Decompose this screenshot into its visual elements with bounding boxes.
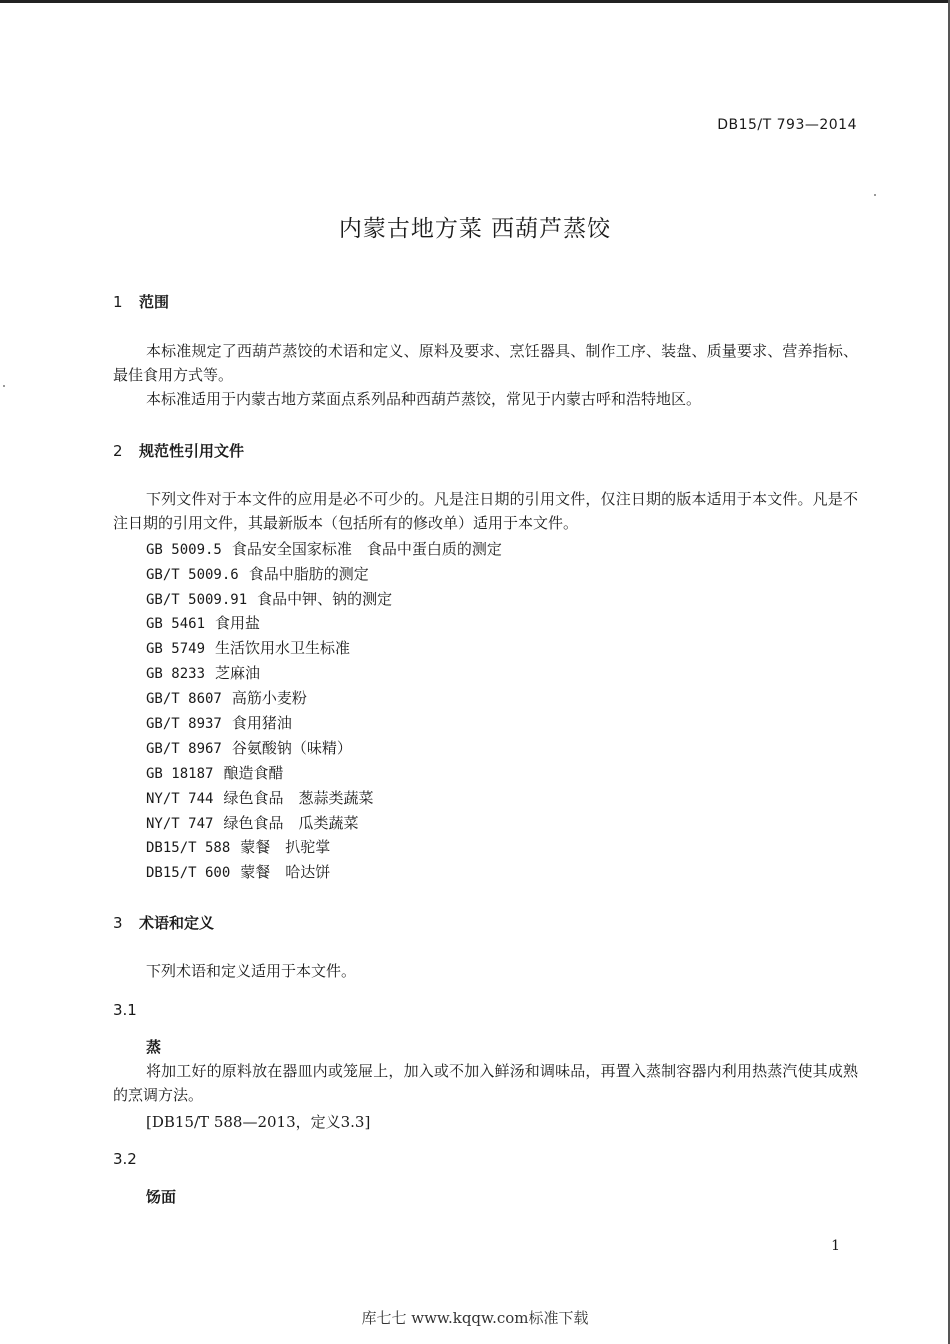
scan-mark xyxy=(874,194,876,196)
reference-code: GB/T 5009.6 xyxy=(146,567,239,583)
reference-name: 高筋小麦粉 xyxy=(231,689,307,707)
reference-item xyxy=(146,612,260,633)
section-3-intro: 下列术语和定义适用于本文件。 xyxy=(146,962,357,980)
term-3-1-name: 蒸 xyxy=(146,1038,162,1056)
reference-item xyxy=(146,812,358,833)
reference-code: GB/T 8607 xyxy=(146,691,222,707)
reference-code: GB 18187 xyxy=(146,766,214,782)
document-code: DB15/T 793—2014 xyxy=(717,117,857,133)
reference-item xyxy=(146,662,260,683)
reference-item xyxy=(146,836,330,857)
reference-name: 食品中钾、钠的测定 xyxy=(257,590,393,608)
reference-code: GB 5461 xyxy=(146,616,206,632)
section-number: 2 xyxy=(113,442,123,460)
section-number: 3 xyxy=(113,914,123,932)
section-number: 1 xyxy=(113,293,123,311)
reference-name: 蒙餐 哈达饼 xyxy=(240,863,331,881)
reference-code: NY/T 747 xyxy=(146,816,214,832)
reference-name: 生活饮用水卫生标准 xyxy=(215,639,351,657)
section-title: 范围 xyxy=(139,293,170,311)
section-title: 术语和定义 xyxy=(139,914,215,932)
footer-watermark: 库七七 www.kqqw.com标准下载 xyxy=(361,1309,589,1327)
scan-mark xyxy=(3,385,5,387)
reference-name: 食品安全国家标准 食品中蛋白质的测定 xyxy=(231,540,502,558)
reference-item xyxy=(146,712,292,733)
section-title: 规范性引用文件 xyxy=(139,442,245,460)
reference-name: 谷氨酸钠（味精） xyxy=(231,739,352,757)
section-1-paragraph-1: 本标准规定了西葫芦蒸饺的术语和定义、原料及要求、烹饪器具、制作工序、装盘、质量要求、营养指标、最佳食用方式等。 xyxy=(113,342,858,384)
reference-name: 绿色食品 瓜类蔬菜 xyxy=(223,814,359,832)
reference-item xyxy=(146,588,392,609)
reference-code: GB/T 8937 xyxy=(146,716,222,732)
reference-name: 蒙餐 扒驼掌 xyxy=(240,838,331,856)
section-1-paragraph-2: 本标准适用于内蒙古地方菜面点系列品种西葫芦蒸饺，常见于内蒙古呼和浩特地区。 xyxy=(146,390,702,408)
reference-code: NY/T 744 xyxy=(146,791,214,807)
reference-code: GB/T 5009.91 xyxy=(146,592,248,608)
reference-code: GB 5749 xyxy=(146,641,206,657)
page-number: 1 xyxy=(831,1238,840,1254)
reference-code: GB 8233 xyxy=(146,666,206,682)
reference-item xyxy=(146,538,502,559)
term-3-1-definition: 将加工好的原料放在器皿内或笼屉上，加入或不加入鲜汤和调味品，再置入蒸制容器内利用热蒸汽使其成熟的烹调方法。 xyxy=(113,1062,858,1104)
reference-item xyxy=(146,861,330,882)
reference-item xyxy=(146,637,350,658)
section-2-intro: 下列文件对于本文件的应用是必不可少的。凡是注日期的引用文件，仅注日期的版本适用于本文件。凡是不注日期的引用文件，其最新版本（包括所有的修改单）适用于本文件。 xyxy=(113,490,858,532)
section-3-heading xyxy=(113,912,214,933)
reference-item xyxy=(146,787,373,808)
document-title: 内蒙古地方菜 西葫芦蒸饺 xyxy=(338,216,612,242)
reference-item xyxy=(146,762,283,783)
term-3-1-source: [DB15/T 588—2013，定义3.3] xyxy=(146,1113,371,1131)
section-1-heading xyxy=(113,291,169,312)
reference-code: DB15/T 600 xyxy=(146,865,231,881)
reference-name: 酿造食醋 xyxy=(223,764,284,782)
reference-name: 食品中脂肪的测定 xyxy=(248,565,369,583)
reference-code: DB15/T 588 xyxy=(146,840,231,856)
term-3-2-name: 饧面 xyxy=(146,1188,177,1206)
reference-name: 食用盐 xyxy=(215,614,261,632)
top-border xyxy=(0,0,950,3)
reference-item xyxy=(146,737,352,758)
reference-item xyxy=(146,563,369,584)
reference-name: 食用猪油 xyxy=(231,714,292,732)
reference-name: 绿色食品 葱蒜类蔬菜 xyxy=(223,789,374,807)
term-3-2-number: 3.2 xyxy=(113,1150,137,1168)
section-2-heading xyxy=(113,440,244,461)
reference-name: 芝麻油 xyxy=(215,664,261,682)
term-3-1-number: 3.1 xyxy=(113,1001,137,1019)
reference-code: GB 5009.5 xyxy=(146,542,222,558)
reference-item xyxy=(146,687,307,708)
reference-code: GB/T 8967 xyxy=(146,741,222,757)
